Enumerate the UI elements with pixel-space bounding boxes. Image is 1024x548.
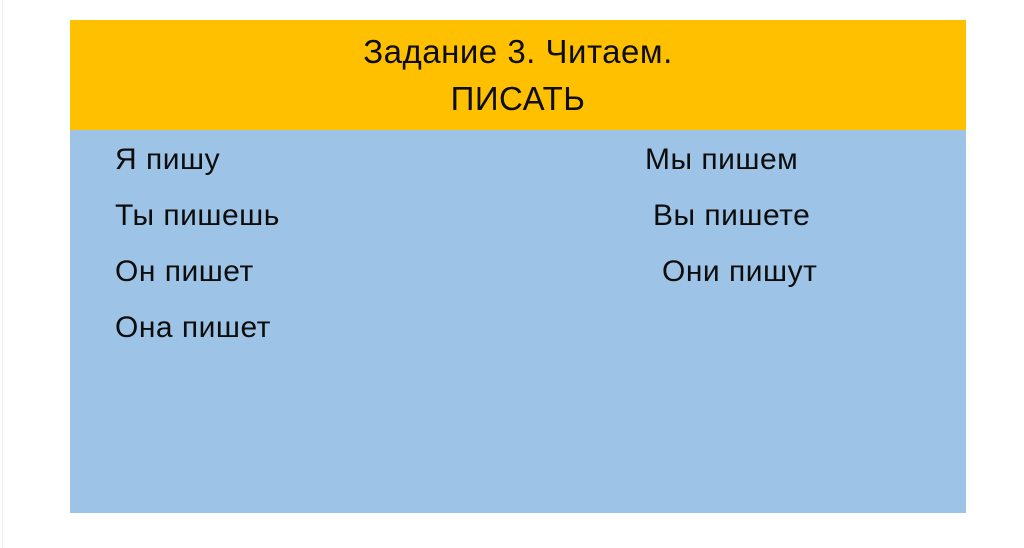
conjugation-row bbox=[70, 244, 966, 300]
conjugation-row bbox=[70, 300, 966, 356]
conjugation-singular-3rd-fem: Она пишет bbox=[115, 311, 271, 344]
page-edge-line bbox=[2, 0, 3, 548]
conjugation-singular-1st: Я пишу bbox=[115, 143, 221, 176]
conjugation-plural-3rd: Они пишут bbox=[662, 255, 818, 288]
conjugation-row bbox=[70, 132, 966, 188]
conjugation-plural-2nd: Вы пишете bbox=[653, 199, 811, 232]
slide-title-line-2: ПИСАТЬ bbox=[450, 80, 586, 117]
conjugation-row bbox=[70, 188, 966, 244]
conjugation-singular-3rd-masc: Он пишет bbox=[115, 255, 254, 288]
slide-body bbox=[70, 130, 966, 513]
conjugation-singular-2nd: Ты пишешь bbox=[115, 199, 280, 232]
slide-title-block bbox=[70, 20, 966, 130]
slide-title-line-1: Задание 3. Читаем. bbox=[363, 33, 673, 70]
conjugation-plural-1st: Мы пишем bbox=[645, 143, 799, 176]
slide bbox=[70, 20, 966, 513]
